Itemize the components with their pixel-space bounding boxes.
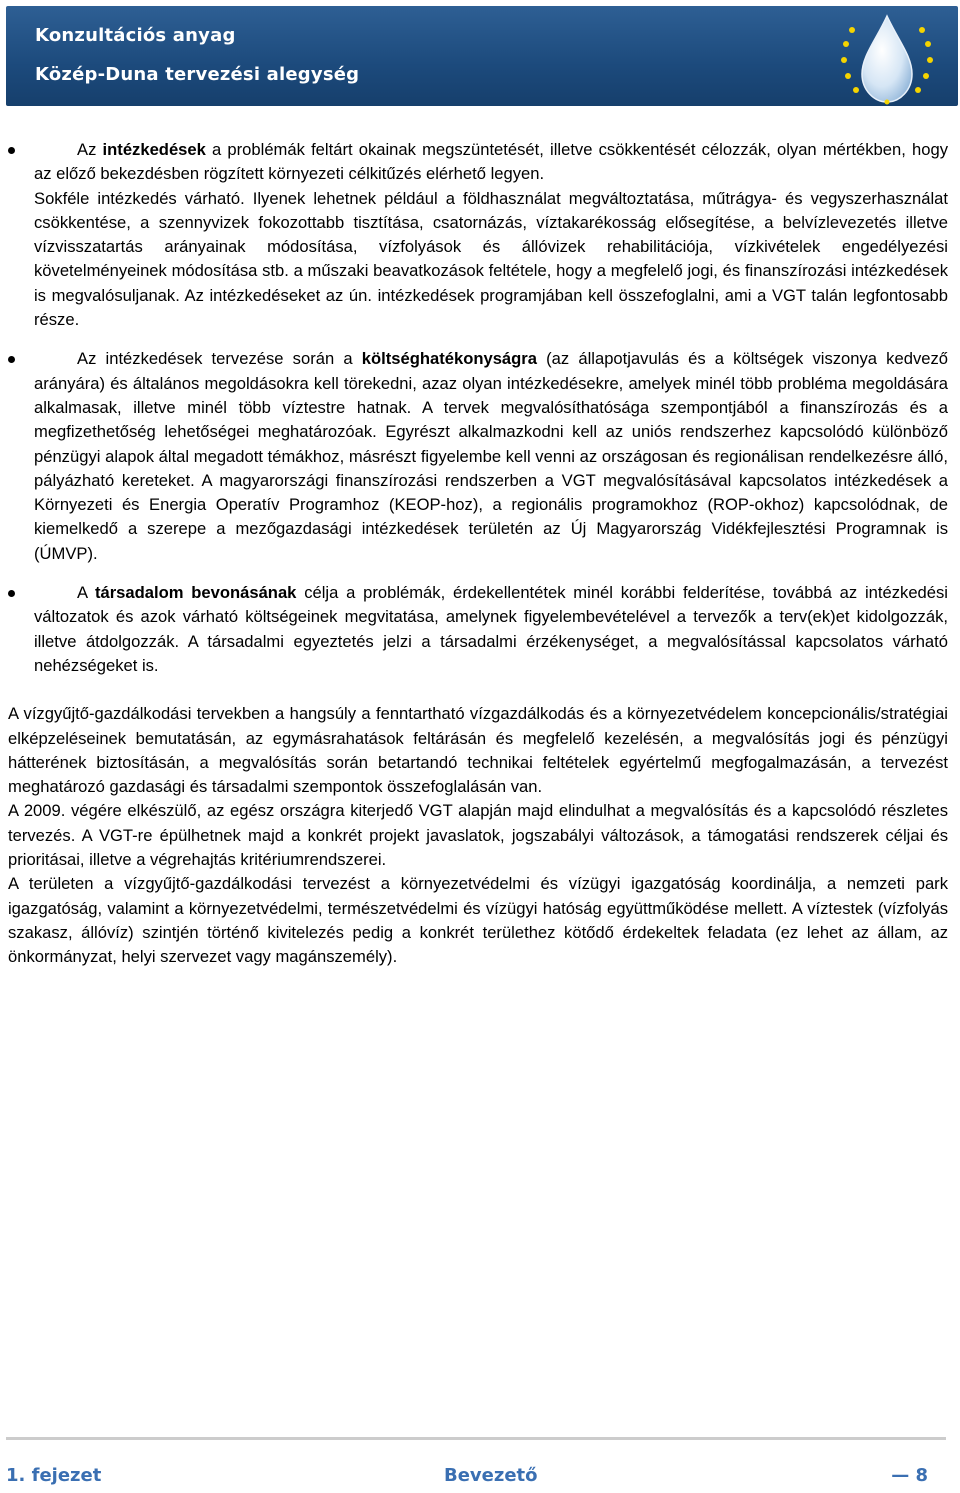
text-run: Az intézkedések tervezése során a bbox=[77, 349, 362, 369]
bullet-text bbox=[34, 138, 948, 187]
bold-term: társadalom bevonásának bbox=[94, 583, 297, 603]
page-header-banner bbox=[6, 6, 958, 106]
footer-divider bbox=[6, 1437, 946, 1440]
bullet-text bbox=[34, 347, 948, 566]
bullet-text bbox=[34, 581, 948, 678]
bullet-item bbox=[8, 138, 948, 332]
bullet-item bbox=[8, 347, 948, 566]
body-paragraph: A területen a vízgyűjtő-gazdálkodási tervezést a környezetvédelmi és vízügyi igazgatóság koordinálja, a nemzeti park igazgatóság, valamint a környezetvédelmi, természetvédelmi és vízügyi hatóság együttműködése mellett. A víztestek (vízfolyás szakasz, állóvíz) szintjén történő kivitelezés pedig a konkrét területhez kötődő érdekeltek feladata (ez lehet az állam, az önkormányzat, helyi szervezet vagy magánszemély). bbox=[8, 874, 948, 967]
bold-term: intézkedések bbox=[102, 140, 206, 159]
text-run: a problémák feltárt okainak megszüntetését, illetve csökkentését célozzák, olyan mértékben, hogy az előző bekezdésben rögzített környezeti célkitűzés elérhető legyen. bbox=[34, 140, 948, 184]
water-drop-logo-icon bbox=[822, 10, 952, 106]
body-paragraph: A vízgyűjtő-gazdálkodási tervekben a hangsúly a fenntartható vízgazdálkodás és a környezetvédelem koncepcionális/stratégiai elképzeléseinek bemutatásán, az egymásrahatások feltárásán és megfelelő kezelésén, a megvalósítás jogi és pénzügyi hátterének biztosításán, a megvalósítás során betartandó technikai feltételek egyértelmű megfogalmazásán, a tervezést meghatározó gazdasági és társadalmi szempontok összefoglalásán van. bbox=[8, 704, 948, 797]
footer-title: Bevezető bbox=[444, 1465, 538, 1486]
text-run: célja a problémák, érdekellentétek minél korábbi felderítése, továbbá az intézkedési változatok és azok várható költségeinek megvitatása, amelynek figyelembevételével a tervezők a terv(ek)et kidolgozzák, illetve átdolgozzák. A társadalmi egyeztetés jelzi a társadalmi érzékenységet, a megvalósítással kapcsolatos várható nehézségeket is. bbox=[34, 583, 948, 675]
header-title: Konzultációs anyag bbox=[35, 25, 236, 46]
header-subtitle: Közép-Duna tervezési alegység bbox=[35, 64, 360, 85]
bold-term: költséghatékonyságra bbox=[361, 349, 537, 369]
text-run: A bbox=[77, 583, 95, 603]
body-paragraph: A 2009. végére elkészülő, az egész országra kiterjedő VGT alapján majd elindulhat a megvalósítás és a kapcsolódó részletes tervezés. A VGT-re épülhetnek majd a konkrét projekt javaslatok, jogszabályi változások, a támogatási rendszerek céljai és prioritásai, illetve a végrehajtás kritériumrendszerei. bbox=[8, 801, 948, 870]
footer-dash: — bbox=[891, 1465, 910, 1486]
bullet-item bbox=[8, 581, 948, 678]
footer-chapter: 1. fejezet bbox=[6, 1465, 102, 1486]
document-body bbox=[8, 138, 948, 970]
footer-page-number bbox=[891, 1465, 928, 1486]
bullet-dot-icon bbox=[8, 147, 15, 154]
text-run: Az bbox=[77, 140, 103, 159]
bullet-continuation: Sokféle intézkedés várható. Ilyenek lehetnek például a földhasználat megváltoztatása, műtrágya- és vegyszerhasználat csökkentése, a szennyvizek fokozottabb tisztítása, csatornázás, víztakarékosság elősegítése, a belvízlevezetés illetve vízvisszatartás arányainak módosítása, vízfolyások és állóvizek rehabilitációja, vízkivételek engedélyezési követelményeinek módosítása stb. a műszaki beavatkozások feltétele, hogy a megfelelő jogi, és finanszírozási intézkedések is megvalósuljanak. Az intézkedéseket az ún. intézkedések programjában kell összefoglalni, ami a VGT talán legfontosabb része. bbox=[34, 188, 948, 330]
body-paragraphs bbox=[8, 702, 948, 969]
text-run: (az állapotjavulás és a költségek viszonya kedvező arányára) és általános megoldásokra kell törekedni, azaz olyan intézkedésekre, amelyek minél több probléma megoldására alkalmasak, illetve minél több víztestre hatnak. A tervek megvalósíthatósága szempontjából a finanszírozás és a megfizethetőség lehetőségei meghatározóak. Egyrészt alkalmazkodni kell az uniós rendszerhez kapcsolódó különböző pénzügyi alapok által megadott témákhoz, másrészt figyelembe kell venni az országosan és regionálisan rendelkezésre álló, pályázható kereteket. A magyarországi finanszírozási rendszerben a VGT megvalósításával kapcsolatos intézkedések a Környezeti és Energia Operatív Programhoz (KEOP-hoz), a regionális programokhoz (ROP-okhoz) kapcsolódnak, de kiemelkedő a szerepe a mezőgazdasági intézkedések területén az Új Magyarország Vidékfejlesztési Programnak is (ÚMVP). bbox=[34, 349, 948, 563]
bullet-list bbox=[8, 138, 948, 678]
bullet-dot-icon bbox=[8, 590, 15, 597]
footer-page: 8 bbox=[915, 1465, 928, 1486]
bullet-dot-icon bbox=[8, 356, 15, 363]
